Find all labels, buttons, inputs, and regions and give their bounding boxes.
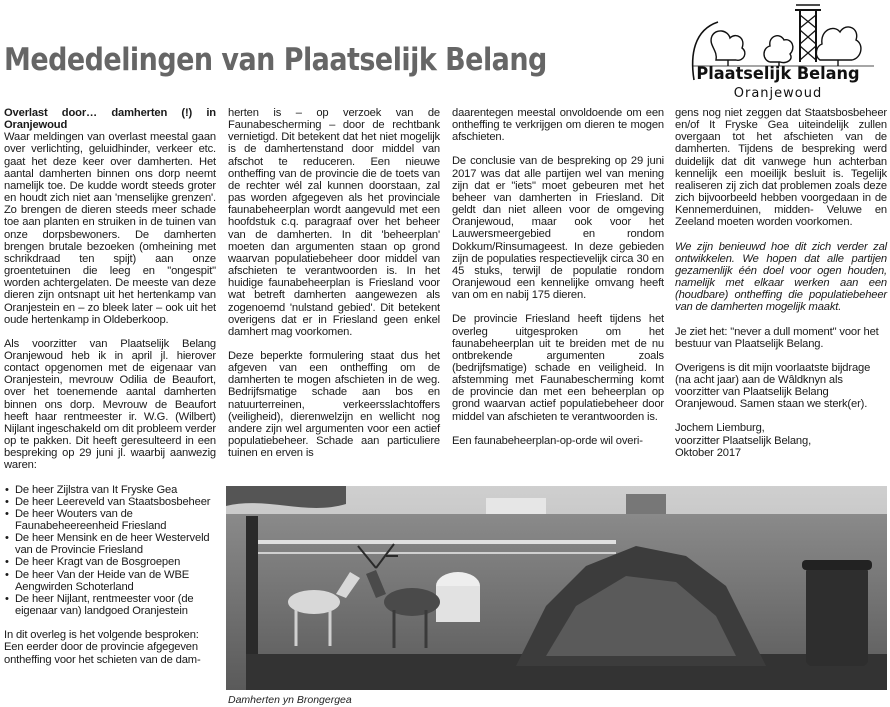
list-item: • De heer Mensink en de heer Westerveld van de Provincie Friesland [15,532,216,556]
plaatselijk-belang-logo [688,0,888,104]
list-item: • De heer Van der Heide van de WBE Aengwirden Schoterland [15,569,216,593]
paragraph: Een faunabeheerplan-op-orde wil overi- [452,434,643,447]
paragraph: Overigens is dit mijn voorlaatste bijdrage (na acht jaar) aan de Wâldknyn als voorzitter van Plaatselijk Belang Oranjewoud. Samen staan we sterk(er). [675,361,871,411]
signature-role: voorzitter Plaatselijk Belang, [675,434,812,447]
attendee-list [4,484,216,618]
paragraph: Deze beperkte formulering staat dus het afgeven van een ontheffing om de damherten te mogen afschieten in de weg. Bedrijfsmatige schade aan bos en natuurterreinen, verkeersslachtoffers (veiligheid), dierenwelzijn en wellicht nog andere zijn wel argumenten voor een actief populatiebeheer. Schade aan particuliere tuinen en erven is [228,349,440,460]
logo-name: Plaatselijk Belang [696,64,860,84]
signature-date: Oktober 2017 [675,446,741,459]
photo-caption: Damherten yn Brongergea [228,694,352,706]
fallow-deer-photo [226,486,887,690]
list-item: • De heer Wouters van de Faunabeheereenheid Friesland [15,508,216,532]
article-column-4 [675,107,887,459]
logo-place: Oranjewoud [733,86,823,101]
article-headline: Overlast door… damherten (!) in Oranjewoud [4,107,216,132]
signature [675,422,887,458]
page-title: Mededelingen van Plaatselijk Belang [4,42,547,78]
paragraph: In dit overleg is het volgende besproken: Een eerder door de provincie afgegeven ontheffing voor het schieten van de dam- [4,629,201,666]
list-item: • De heer Kragt van de Bosgroepen [15,556,216,568]
list-item: • De heer Nijlant, rentmeester voor (de eigenaar van) landgoed Oranjestein [15,593,216,617]
paragraph: Waar meldingen van overlast meestal gaan over verlichting, geluidhinder, verkeer etc. gaat het deze keer over damherten. Het aantal damherten binnen ons dorp neemt namelijk toe. De kudde wordt steeds groter en houdt zich niet aan 'menselijke grenzen'. Zo brengen de dieren steeds meer schade toe aan planten en struiken in de tuinen van onze dorpsbewoners. De damherten brengen brutale bezoeken (omheining met schrikdraad ten spijt) aan onze groentetuinen die leeg en "ongespit" worden achtergelaten. De meeste van deze dieren zijn ontsnapt uit het hertenkamp van Oranjestein en – zo bleek later – ook uit het oude hertenkamp in Oldeberkoop. [4,131,216,326]
paragraph: gens nog niet zeggen dat Staatsbosbeheer en/of It Fryske Gea uiteindelijk zullen overgaan tot het afschieten van de damherten. Tijdens de bespreking werd duidelijk dat dit vanwege hun achterban kennelijk een moeilijk besluit is. Tegelijk realiseren zij zich dat problemen zoals deze zich bijvoorbeeld hebben voorgedaan in de Kennemerduinen, midden- Veluwe en Zeeland moeten worden voorkomen. [675,107,887,229]
list-item: • De heer Leereveld van Staatsbosbeheer [15,496,216,508]
closing-italic-paragraph: We zijn benieuwd hoe dit zich verder zal ontwikkelen. We hopen dat alle partijen gezamenlijk één doel voor ogen houden, namelijk met elkaar werken aan een (houdbare) ontheffing die populatiebeheer van de damherten mogelijk maakt. [675,240,887,314]
signature-name: Jochem Liemburg, [675,422,765,435]
paragraph: De provincie Friesland heeft tijdens het overleg uitgesproken om het faunabeheerplan uit te breiden met de nu ontbrekende argumenten zoals (bedrijfsmatige) schade en veiligheid. In afstemming met Faunabescherming komt de provincie dan met een beheerplan op grond waarvan actief populatiebeheer door middel van afschieten te verantwoorden is. [452,313,664,423]
paragraph: Als voorzitter van Plaatselijk Belang Oranjewoud heb ik in april jl. hierover contact opgenomen met de eigenaar van Oranjestein, mevrouw Odilia de Beaufort, over het toenemende aantal damherten binnen ons dorp. Mevrouw de Beaufort heeft haar rentmeester ir. W.G. (Wilbert) Nijlant ingeschakeld om dit probleem verder op te pakken. Dit heeft geresulteerd in een bespreking op 29 juni jl. waarbij aanwezig waren: [4,337,216,472]
paragraph: daarentegen meestal onvoldoende om een ontheffing te verkrijgen om dieren te mogen afschieten. [452,107,664,144]
article-column-2 [228,107,440,459]
list-item: • De heer Zijlstra van It Fryske Gea [15,484,216,496]
paragraph: Je ziet het: "never a dull moment" voor het bestuur van Plaatselijk Belang. [675,325,879,350]
paragraph: herten is – op verzoek van de Faunabescherming – door de rechtbank vernietigd. Dit betekent dat het niet mogelijk is de damhertenstand door middel van afschot te reduceren. Een nieuwe ontheffing van de provincie die de toets van de rechter wél zal kunnen doorstaan, zal pas worden afgegeven als het provinciale faunabeheerplan wordt aangevuld met een hoofdstuk c.q. paragraaf over het beheer van de damherten. In dit 'beheerplan' moeten dan argumenten staan op grond waarvan populatiebeheer door middel van afschieten te verantwoorden is. In het huidige faunabeheerplan is Friesland voor wat betreft damherten aangewezen als zogenoemd 'nulstand gebied'. Dit betekent overigens dat er in Friesland geen enkel damhert mag voorkomen. [228,107,440,338]
article-column-3 [452,107,664,447]
paragraph: De conclusie van de bespreking op 29 juni 2017 was dat alle partijen wel van mening zijn dat er "iets" moet gebeuren met het beheer van damherten in Friesland. Dit geldt dan niet alleen voor de omgeving Oranjewoud, maar ook voor het Lauwersmeergebied en rondom Dokkum/Rinsumageest. In deze gebieden zijn de populaties respectievelijk circa 30 en 45 stuks, terwijl de populatie rondom Oranjewoud een kennelijke omvang heeft van om en nabij 175 dieren. [452,155,664,302]
article-column-1 [4,107,216,666]
